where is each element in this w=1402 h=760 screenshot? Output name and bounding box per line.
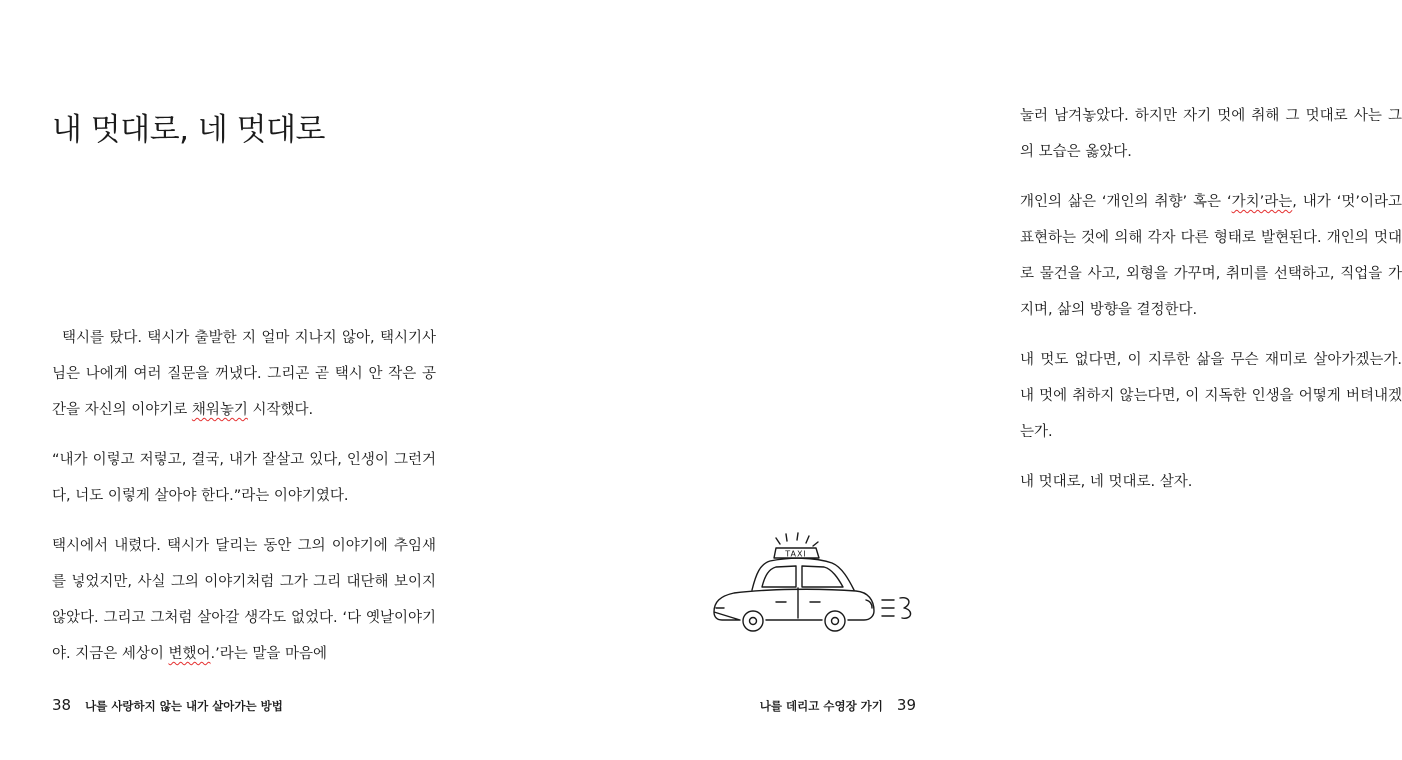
paragraph	[52, 442, 436, 514]
text-run: 내 멋도 없다면, 이 지루한 삶을 무슨 재미로 살아가겠는가. 내 멋에 취하지 않는다면, 이 지독한 인생을 어떻게 버텨내겠는가.	[1020, 352, 1402, 440]
spellcheck-word: 채워놓기	[191, 402, 248, 418]
spellcheck-word: 변했어	[168, 646, 211, 662]
text-run: 개인의 삶은 ‘개인의 취향’ 혹은 ‘	[1020, 194, 1232, 210]
text-run: 택시를 탔다. 택시가 출발한 지 얼마 지나지 않아, 택시기사님은 나에게 여러 질문을 꺼냈다. 그리곤 곧 택시 안 작은 공간을 자신의 이야기로	[52, 330, 436, 418]
right-body	[1020, 98, 1402, 514]
left-page	[0, 0, 484, 760]
left-body	[52, 320, 436, 686]
left-footer	[52, 696, 283, 714]
text-run: 택시에서 내렸다. 택시가 달리는 동안 그의 이야기에 추임새를 넣었지만, 사실 그의 이야기처럼 그가 그리 대단해 보이지 않았다. 그리고 그처럼 살아갈 생각도 없었다. ‘다 옛날이야기야. 지금은 세상이	[52, 538, 436, 662]
paragraph	[52, 320, 436, 428]
paragraph	[1020, 342, 1402, 450]
text-run: 내 멋대로, 네 멋대로. 살자.	[1020, 474, 1193, 490]
right-footer	[760, 696, 916, 714]
text-run: , 내가 ‘멋’이라고 표현하는 것에 의해 각자 다른 형태로 발현된다. 개인의 멋대로 물건을 사고, 외형을 가꾸며, 취미를 선택하고, 직업을 가지며, 삶의 방향을 결정한다.	[1020, 194, 1402, 318]
running-title: 나를 데리고 수영장 가기	[759, 699, 883, 713]
chapter-title: 내 멋대로, 네 멋대로	[52, 112, 325, 148]
page-number: 38	[52, 696, 72, 714]
paragraph	[1020, 98, 1402, 170]
taxi-icon	[706, 528, 926, 648]
paragraph	[1020, 464, 1402, 500]
running-title: 나를 사랑하지 않는 내가 살아가는 방법	[85, 699, 283, 713]
page-number: 39	[896, 696, 916, 714]
paragraph	[1020, 184, 1402, 328]
taxi-sign-text: TAXI	[785, 549, 807, 559]
paragraph	[52, 528, 436, 672]
text-run: 시작했다.	[247, 402, 314, 418]
text-run: .’라는 말을 마음에	[210, 646, 328, 662]
text-run: “내가 이렇고 저렇고, 결국, 내가 잘살고 있다, 인생이 그런거다, 너도 이렇게 살아야 한다.”라는 이야기였다.	[52, 452, 436, 504]
text-run: 눌러 남겨놓았다. 하지만 자기 멋에 취해 그 멋대로 사는 그의 모습은 옳았다.	[1020, 108, 1402, 160]
spellcheck-word: 가치’라는	[1231, 194, 1293, 210]
